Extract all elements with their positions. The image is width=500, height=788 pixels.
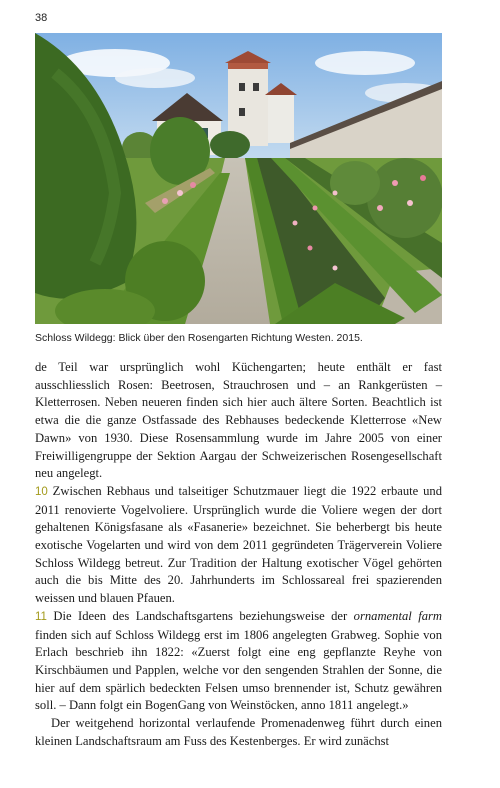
figure-caption: Schloss Wildegg: Blick über den Rosengarten Richtung Westen. 2015. [35, 332, 363, 344]
paragraph-3 [35, 608, 442, 715]
section-number-10: 10 [35, 485, 48, 498]
paragraph-3-emphasis: ornamental farm [353, 608, 442, 623]
paragraph-3-text-b: finden sich auf Schloss Wildegg erst im 1806 angelegten Grabweg. Sophie von Erlach beschrieb ihn 1822: «Zuerst folgt eine eng gepflanzte Reyhe von Kirschbäumen und Papplen, welche vor den sengenden Strahlen der Sonne, die hier auf dem spärlich bedeckten Felsen umso brennender ist, Schutz gewähren soll. – Dann folgt ein BogenGang von Weinstöcken, anno 1811 angelegt.» [35, 627, 442, 713]
paragraph-2-text: Zwischen Rebhaus und talseitiger Schutzmauer liegt die 1922 erbaute und 2011 renovierte Vogelvoliere. Ursprünglich wurde die Voliere wegen der dort gehaltenen Königsfasane als «Fasanerie» bezeichnet. Sie beherbergt bis heute exotische Vogelarten und wird von dem 2011 gegründeten Trägerverein Voliere Schloss Wildegg betreut. Zur Tradition der Haltung exotischer Vögel gehörten auch die bis Mitte des 20. Jahrhunderts im Schlossareal frei spazierenden weissen und blauen Pfauen. [35, 483, 442, 606]
paragraph-2 [35, 483, 442, 608]
garden-photo [35, 33, 442, 324]
garden-photo-illustration [35, 33, 442, 324]
paragraph-4: Der weitgehend horizontal verlaufende Promenadenweg führt durch einen kleinen Landschaftsraum am Fuss des Kestenberges. Er wird zunächst [35, 716, 442, 748]
paragraph-3-text-a: Die Ideen des Landschaftsgartens beziehungsweise der [46, 608, 354, 623]
section-number-11: 11 [35, 610, 47, 623]
page-number: 38 [35, 12, 48, 24]
paragraph-1: de Teil war ursprünglich wohl Küchengarten; heute enthält er fast ausschliesslich Rosen: Beetrosen, Strauchrosen und – an Rankgerüsten – Kletterrosen. Neben neueren finden sich hier auch ältere Sorten. Beachtlich ist etwa die die ganze Ostfassade des Rebhauses bedeckende Kletterrose «New Dawn» von 1930. Diese Rosensammlung wurde im Jahre 2005 von einer Freiwilligengruppe der Sektion Aargau der Schweizerischen Rosengesellschaft neu angelegt. [35, 360, 442, 481]
body-text [35, 359, 442, 750]
